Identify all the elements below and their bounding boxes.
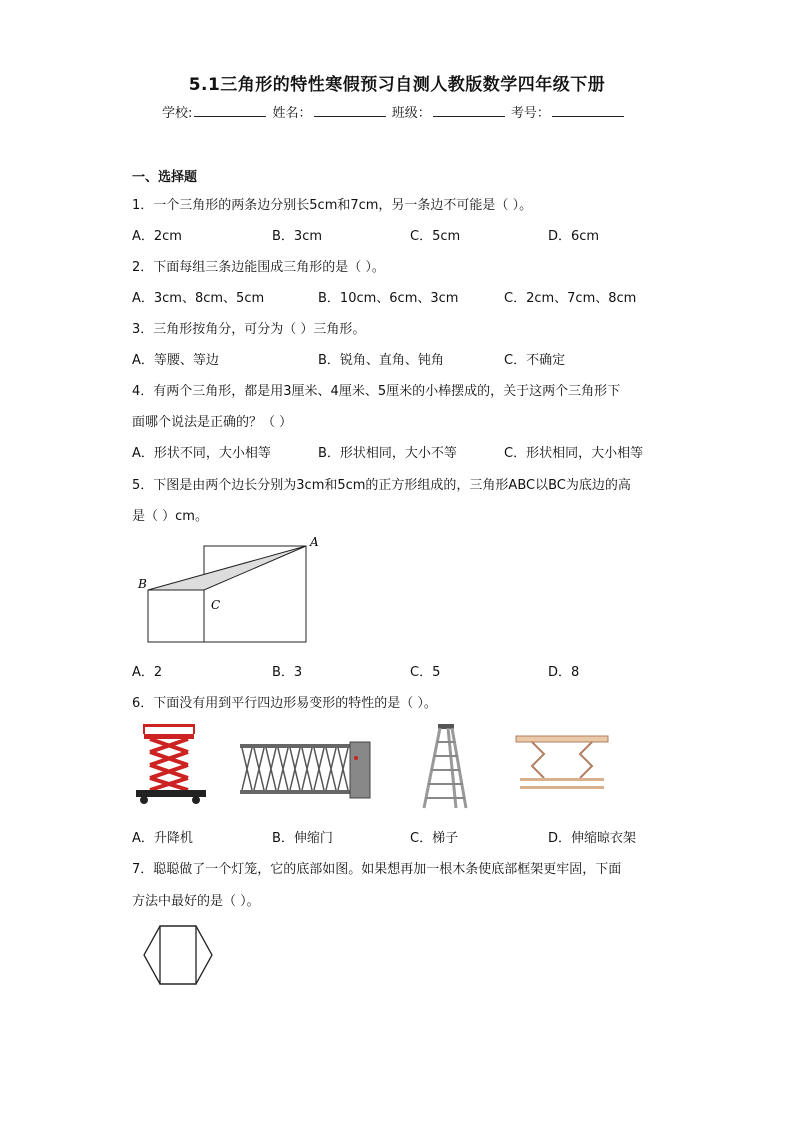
q1-option-d[interactable]: D．6cm — [548, 229, 600, 244]
question-2: 2．下面每组三条边能围成三角形的是（ ）。 — [132, 260, 385, 275]
question-6: 6．下面没有用到平行四边形易变形的特性的是（ ）。 — [132, 696, 437, 711]
question-3: 3．三角形按角分，可分为（ ）三角形。 — [132, 322, 366, 337]
q3-option-a[interactable]: A．等腰、等边 — [132, 353, 219, 368]
section-heading: 一、选择题 — [132, 170, 198, 185]
class-label: 班级： — [391, 106, 431, 121]
gate-top-rail — [240, 744, 350, 748]
squares-triangle-figure — [130, 530, 330, 650]
gate-lattice — [242, 748, 348, 790]
q4-option-a[interactable]: A．形状不同，大小相等 — [132, 446, 271, 461]
q6-option-b[interactable]: B．伸缩门 — [272, 831, 333, 846]
lift-base — [136, 790, 206, 797]
question-5-line-1: 5．下图是由两个边长分别为3cm和5cm的正方形组成的，三角形ABC以BC为底边的高 — [132, 478, 631, 493]
ladder-image — [418, 722, 474, 810]
lift-wheel — [140, 796, 148, 804]
q5-option-c[interactable]: C．5 — [410, 665, 441, 680]
q1-option-c[interactable]: C．5cm — [410, 229, 461, 244]
rack-pole — [520, 778, 604, 781]
gate-light-icon — [354, 756, 358, 760]
student-info-line — [162, 102, 626, 121]
q2-option-a[interactable]: A．3cm、8cm、5cm — [132, 291, 265, 306]
q2-option-b[interactable]: B．10cm、6cm、3cm — [318, 291, 459, 306]
q6-option-d[interactable]: D．伸缩晾衣架 — [548, 831, 637, 846]
scissor-lift-image — [130, 720, 210, 806]
question-4-line-2: 面哪个说法是正确的？（ ） — [132, 415, 293, 430]
question-1: 1．一个三角形的两条边分别长5cm和7cm，另一条边不可能是（ ）。 — [132, 198, 533, 213]
lift-scissor-arms — [150, 739, 188, 790]
q3-option-b[interactable]: B．锐角、直角、钝角 — [318, 353, 444, 368]
q3-option-c[interactable]: C．不确定 — [504, 353, 566, 368]
ladder-rails — [424, 728, 466, 808]
school-blank[interactable] — [194, 104, 266, 117]
label-a: A — [310, 535, 319, 549]
lift-platform-rail — [144, 724, 194, 727]
question-7-line-2: 方法中最好的是（ ）。 — [132, 894, 260, 909]
q4-option-b[interactable]: B．形状相同，大小不等 — [318, 446, 457, 461]
inner-rectangle — [160, 926, 196, 984]
lift-wheel — [192, 796, 200, 804]
q5-option-d[interactable]: D．8 — [548, 665, 580, 680]
retractable-gate-image — [240, 738, 374, 804]
number-label: 考号： — [510, 106, 550, 121]
page-title: 5.1三角形的特性寒假预习自测人教版数学四年级下册 — [188, 75, 606, 95]
q1-option-a[interactable]: A．2cm — [132, 229, 182, 244]
rack-scissor-arms — [532, 742, 592, 778]
lantern-base-figure — [138, 922, 218, 988]
gate-end-post — [350, 742, 370, 798]
name-blank[interactable] — [314, 104, 386, 117]
q6-option-c[interactable]: C．梯子 — [410, 831, 459, 846]
class-blank[interactable] — [433, 104, 505, 117]
label-b: B — [138, 577, 147, 591]
drying-rack-image — [512, 730, 612, 796]
q4-option-c[interactable]: C．形状相同，大小相等 — [504, 446, 644, 461]
rack-pole — [520, 786, 604, 789]
gate-bottom-rail — [240, 790, 350, 794]
school-label: 学校: — [162, 106, 193, 121]
hexagon-frame — [144, 926, 212, 984]
q1-option-b[interactable]: B．3cm — [272, 229, 323, 244]
q2-option-c[interactable]: C．2cm、7cm、8cm — [504, 291, 637, 306]
q5-option-b[interactable]: B．3 — [272, 665, 303, 680]
question-7-line-1: 7．聪聪做了一个灯笼，它的底部如图。如果想再加一根木条使底部框架更牢固，下面 — [132, 862, 622, 877]
triangle-abc — [148, 546, 306, 590]
rack-top-bar — [516, 736, 608, 742]
q6-option-a[interactable]: A．升降机 — [132, 831, 193, 846]
ladder-rungs — [426, 742, 465, 798]
number-blank[interactable] — [552, 104, 624, 117]
q5-option-a[interactable]: A．2 — [132, 665, 163, 680]
question-4-line-1: 4．有两个三角形，都是用3厘米、4厘米、5厘米的小棒摆成的，关于这两个三角形下 — [132, 384, 621, 399]
small-square — [148, 590, 204, 642]
label-c: C — [211, 598, 221, 612]
question-5-line-2: 是（ ）cm。 — [132, 509, 208, 524]
name-label: 姓名： — [272, 106, 312, 121]
